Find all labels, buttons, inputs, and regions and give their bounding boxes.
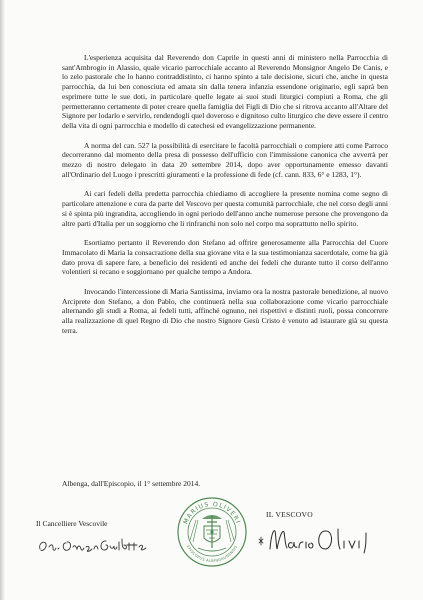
paragraph-5: Invocando l'intercessione di Maria Santissima, inviamo ora la nostra pastorale benedizione, al nuovo Arciprete don Stefano, a don Pablo, che continuerà nella sua collaborazione come vicario parrocchiale alternando gli studi a Roma, ai fedeli tutti, affinché ognuno, nei rispettivi e distinti ruoli, possa concorrere alla realizzazione di quel Regno di Dio che nostro Signore Gesù Cristo è venuto ad istaurare già su questa terra. <box>62 287 388 335</box>
cancelliere-signature <box>36 533 151 559</box>
svg-text:EPISCOPUS ALBINGAUNENSIS: EPISCOPUS ALBINGAUNENSIS <box>185 544 239 564</box>
cancelliere-title: Il Cancelliere Vescovile <box>36 519 108 528</box>
paragraph-3: Ai cari fedeli della predetta parrocchia chiediamo di accogliere la presente nomina come segno di particolare attenzione e cura da parte del Vescovo per questa comunità parrocchiale, che nel corso degli anni si è spinta più ingrandita, accogliendo in ogni periodo dell'anno anche numerose persone che provengono da altre parti d'Italia per un soggiorno che li rinfranchi non solo nel corpo ma soprattutto nello spirito. <box>62 189 388 228</box>
letter-body <box>62 53 388 346</box>
paragraph-2: A norma del can. 527 la possibilità di esercitare le facoltà parrocchiali o compiere atti come Parroco decorreranno dal momento della presa di possesso dell'ufficio con l'immissione canonica che avverrà per mezzo di nostro delegato in data 20 settembre 2014, dopo aver opportunamente emesso davanti all'Ordinario del Luogo i prescritti giuramenti e la professione di fede (cf. cann. 833, 6° e 1283, 1°). <box>62 140 388 179</box>
episcopal-seal <box>176 496 248 568</box>
page-edge-shadow <box>0 0 5 600</box>
vescovo-signature <box>254 523 374 557</box>
date-line: Albenga, dall'Episcopio, il 1° settembre 2014. <box>62 479 201 488</box>
vescovo-title: IL VESCOVO <box>266 510 313 519</box>
paragraph-1: L'esperienza acquisita dal Reverendo don Caprile in questi anni di ministero nella Parrocchia di sant'Ambrogio in Alassio, quale vicario parrocchiale accanto al Reverendo Monsignor Angelo De Canis, e lo zelo pastorale che lo hanno contraddistinto, ci hanno spinto a tale decisione, sicuri che, anche in questa parrocchia, da lui ben conosciuta ed amata sin dalla tenera infanzia essendone originario, egli saprà ben esprimere tutte le sue doti, in particolare quelle legate ai suoi studi liturgici compiuti a Roma, che gli permetteranno certamente di poter creare quella famiglia dei Figli di Dio che si ritrova accanto all'Altare del Signore per lodarlo e servirlo, rendendogli quel doveroso e dignitoso culto liturgico che deve essere il centro della vita di ogni parrocchia e modello di catechesi ed evangelizzazione permanente. <box>62 53 388 130</box>
paragraph-4: Esortiamo pertanto il Reverendo don Stefano ad offrire generosamente alla Parrocchia del Cuore Immacolato di Maria la consacrazione della sua giovane vita e la sua testimonianza sacerdotale, come ha già dato prova di sapere fare, a beneficio dei residenti ed anche dei fedeli che durante tutto il corso dell'anno volentieri si recano e soggiornano per qualche tempo a Andora. <box>62 238 388 277</box>
svg-text:MARIUS OLIVERI: MARIUS OLIVERI <box>182 500 242 526</box>
